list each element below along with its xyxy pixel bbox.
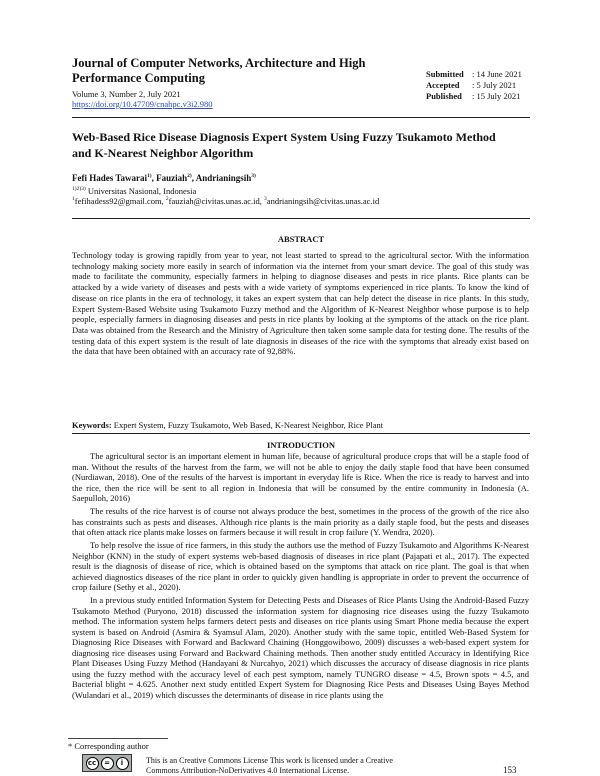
license-text: This is an Creative Commons License This work is licensed under a Creative Commons Attribution-NoDerivatives 4.0 International License. <box>146 756 393 775</box>
paragraph: In a previous study entitled Information System for Detecting Pests and Diseases of Rice Plants Using the Android-Based Fuzzy Tsukamoto Method (Puryono, 2018) discussed the information system for diagnosing rice diseases using the fuzzy Tsukamoto method. The information system helps farmers detect pests and diseases on rice plants using Smart Phone media because the expert system is based on Android (Asmira & Syamsul Alam, 2020). Another study with the same topic, entitled Web-Based System for Diagnosing Rice Diseases with Forward and Backward Chaining (Honggowibowo, 2009) discusses a web-based expert system for diagnosing rice diseases using Forward and Backward Chaining methods. Then another study entitled Accuracy in Identifying Rice Plant Diseases Using Fuzzy Method (Handayani & Nurcahyo, 2021) which discusses the accuracy of disease diagnosis in rice plants using the fuzzy method with the accuracy level of each pest symptom, namely TUNGRO disease = 4.5, Brown spots = 4.5, and Bacterial blight = 4.625. Another next study entitled Expert System for Diagnosing Rice Pests and Diseases Using Bayes Method (Wulandari et al., 2019) which discusses the determinants of disease in rice plants using the <box>72 595 529 700</box>
keywords-divider <box>72 433 530 434</box>
cc-license-badge[interactable] <box>82 754 132 772</box>
publication-dates <box>426 69 522 102</box>
paragraph: The agricultural sector is an important element in human life, because of agricultural produce crops that will be a staple food of man. Without the results of the harvest from the farm, we will not be able to enjoy the daily staple food that have been consumed (Nurdiawan, 2018). One of the results of the harvest is important in everyday life is Rice. When the rice is ready to harvest and into the rice, then the rice will be sent to all region in Indonesia that will be consumed by the entire community in Indonesia (A. Saepulloh, 2016) <box>72 451 529 503</box>
author-list: Fefi Hades Tawarai$^{1)}$, Fauziah$^{2)}$, Andrianingsih$^{3)}$ <box>72 173 256 183</box>
author-name: Fauziah <box>156 173 188 183</box>
abstract-top-divider <box>72 218 530 219</box>
author-emails: $^1$fefihadess92@gmail.com, $^2$fauziah@civitas.unas.ac.id, $^3$andrianingsih@civitas.unas.ac.id <box>72 196 380 206</box>
abstract-text: Technology today is growing rapidly from year to year, not least started to spread to the agricultural sector. With the information technology making society more easily in search of information via the internet from your smart device. The goal of this study was made to facilitate the community, especially farmers in helping to diagnose diseases and pests in rice plants. Rice plants can be attacked by a wide variety of diseases and pests with a wide variety of symptoms experienced in rice plants. To know the kind of disease on rice plants in the era of technology, it takes an expert system that can help detect the disease in rice plants. In this study, Expert System-Based Website using Tsukamoto Fuzzy method and the Algorithm of K-Nearest Neighbor whose purpose is to help people, especially farmers in diagnosing diseases and pests in rice plants by looking at the symptoms of the attack on the rice plant. Data was obtained from the Research and the Ministry of Agriculture then taken some sample data for testing done. The results of the testing data of this expert system is the result of late diagnosis in diseases of the rice with the symptoms that already exist based on the data that have been obtained with an accuracy rate of 92,88%. <box>72 250 529 357</box>
author-name: Andrianingsih <box>195 173 252 183</box>
author-name: Fefi Hades Tawarai <box>72 173 148 183</box>
abstract-heading: ABSTRACT <box>277 234 325 244</box>
corresponding-author-note: * Corresponding author <box>68 741 149 751</box>
email-link[interactable]: andrianingsih@civitas.unas.ac.id <box>266 196 380 206</box>
email-link[interactable]: fauziah@civitas.unas.ac.id, <box>168 196 265 206</box>
date-submitted: Submitted : 14 June 2021 <box>426 69 522 79</box>
journal-title: Journal of Computer Networks, Architecture and High Performance Computing <box>72 56 366 85</box>
page-number: 153 <box>503 765 517 775</box>
paragraph: The results of the rice harvest is of course not always produce the best, sometimes in the process of the growth of the rice also has constraints such as pests and diseases. Although rice plants is the main priority as a daily staple food, but the pests and diseases that often attack rice plants make losses on farmers because it will result in crop failure (Y. Wendra, 2020). <box>72 506 529 537</box>
date-accepted: Accepted : 5 July 2021 <box>426 80 517 90</box>
introduction-body <box>72 451 529 703</box>
doi-link[interactable]: https://doi.org/10.47709/cnahpc.v3i2.980 <box>72 99 213 109</box>
email-link[interactable]: fefihadess92@gmail.com, <box>74 196 166 206</box>
volume-info: Volume 3, Number 2, July 2021 <box>72 89 181 99</box>
footnote-divider <box>68 738 168 739</box>
paragraph: To help resolve the issue of rice farmers, in this study the authors use the method of Fuzzy Tsukamoto and Algorithms K-Nearest Neighbor (KNN) in the study of expert systems web-based diagnosis of diseases in rice plant (Pajapati et al., 2017). The expected result is the diagnosis of disease of rice, which is obtained based on the symptoms that attack on rice plant. The goal is that when achieved diagnostics diseases of the rice plant in order to quickly given handling is appropriate in order to prevent the occurrence of crop failure (Sethy et al., 2020). <box>72 540 529 592</box>
no-derivatives-icon: = <box>101 757 114 770</box>
date-published: Published : 15 July 2021 <box>426 91 521 101</box>
cc-icon: cc <box>86 757 99 770</box>
keywords: Keywords: Expert System, Fuzzy Tsukamoto, Web Based, K-Nearest Neighbor, Rice Plant <box>72 420 384 430</box>
affiliation: $^{1)2)3)}$ Universitas Nasional, Indonesia <box>72 186 197 196</box>
introduction-heading: INTRODUCTION <box>266 440 335 450</box>
paper-title: Web-Based Rice Disease Diagnosis Expert System Using Fuzzy Tsukamoto Method and K-Nearest Neighbor Algorithm <box>72 130 496 160</box>
attribution-icon: i <box>116 757 129 770</box>
header-divider <box>72 117 530 118</box>
